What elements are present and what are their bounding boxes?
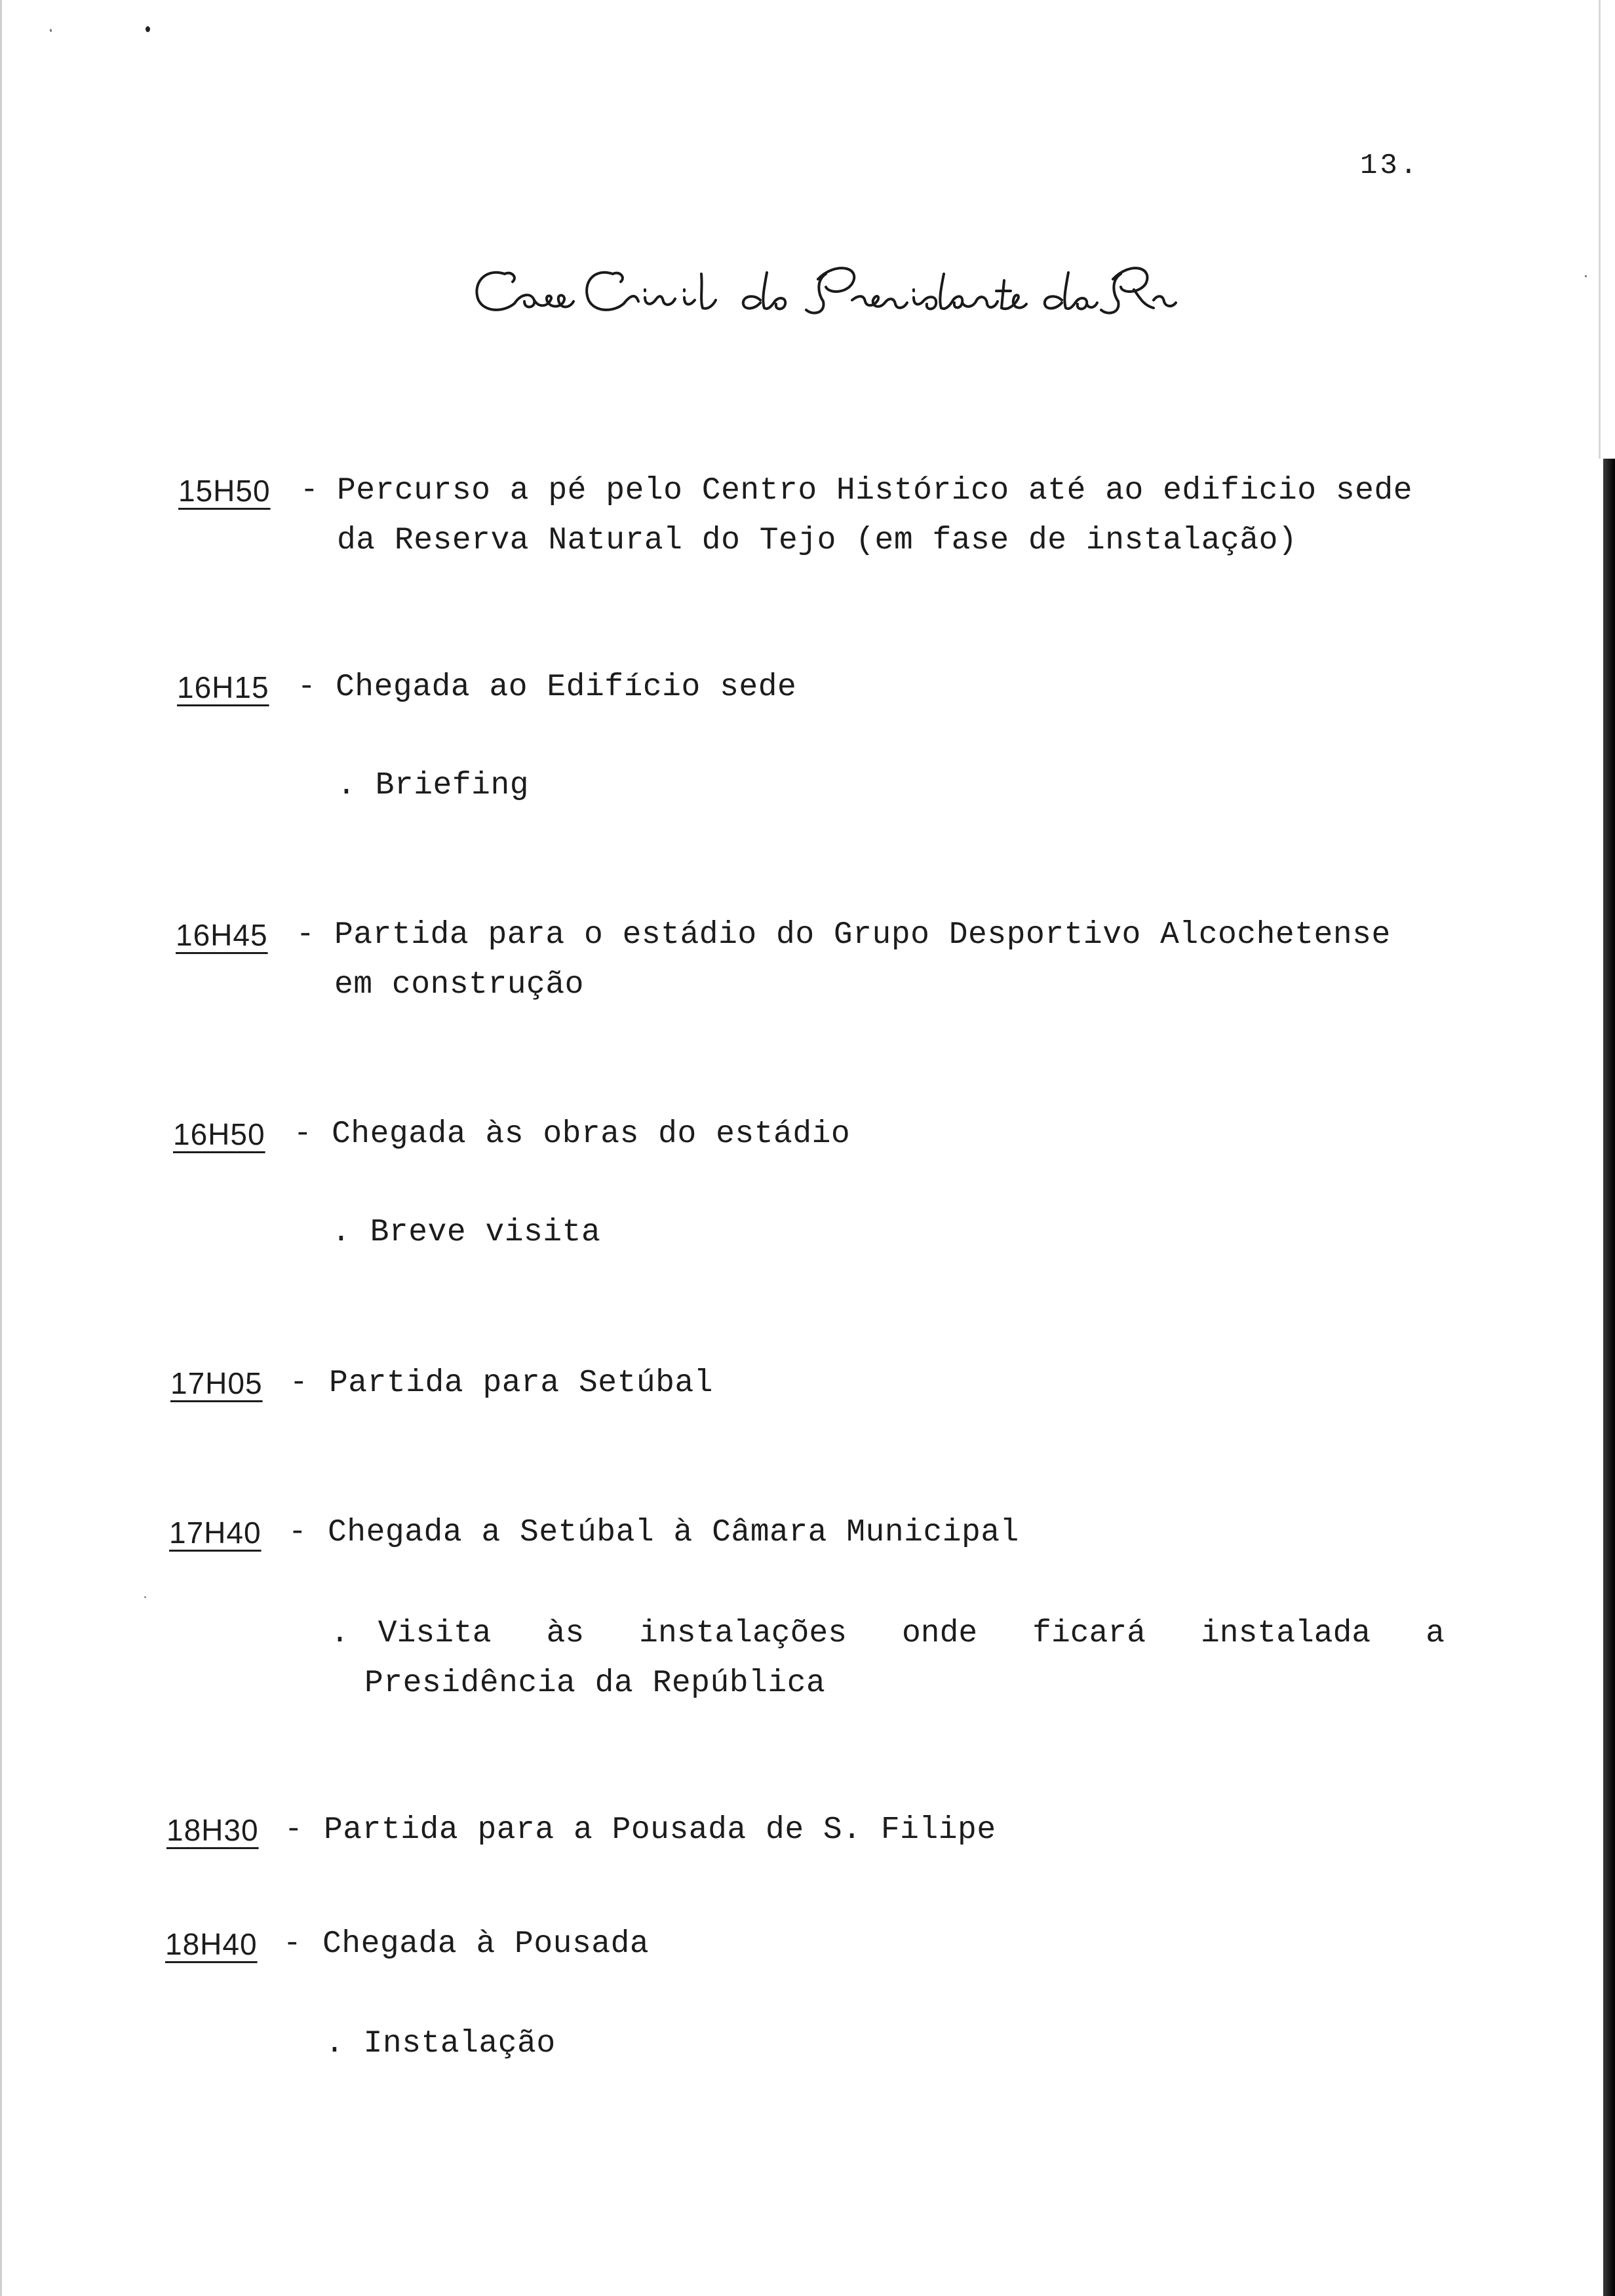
- entry-description: da Reserva Natural do Tejo (em fase de instalação): [337, 523, 1298, 558]
- entry-sub-item: . Instalação: [325, 2026, 556, 2061]
- entry-description: Partida para Setúbal: [329, 1366, 714, 1401]
- entry-time: 18H30: [166, 1813, 259, 1847]
- entry-description: Chegada à Pousada: [322, 1926, 650, 1962]
- entry-description: em construção: [334, 967, 584, 1003]
- page-number: 13.: [1360, 149, 1420, 182]
- entry-time: 16H50: [173, 1117, 265, 1151]
- entry-dash: -: [284, 1812, 303, 1846]
- justified-word: Visita: [378, 1616, 492, 1651]
- scan-edge-left: [0, 0, 2, 2296]
- justified-word: ficará: [1032, 1616, 1146, 1651]
- entry-time: 16H45: [176, 918, 268, 952]
- entry-time: 18H40: [165, 1927, 258, 1961]
- letterhead-script-logo: [459, 248, 1180, 326]
- scan-edge-right: [1603, 459, 1615, 2296]
- entry-description: Percurso a pé pelo Centro Histórico até ao edificio sede: [337, 473, 1413, 508]
- entry-sub-item: . Briefing: [337, 768, 530, 803]
- justified-word: a: [1426, 1616, 1445, 1651]
- entry-dash: -: [294, 1117, 312, 1151]
- entry-sub-item: . Breve visita: [332, 1215, 601, 1250]
- scan-speck: [50, 29, 52, 32]
- justified-word: .: [330, 1616, 349, 1651]
- entry-description: Chegada a Setúbal à Câmara Municipal: [328, 1515, 1019, 1550]
- entry-time: 15H50: [178, 474, 271, 508]
- entry-time: 17H05: [170, 1366, 263, 1400]
- entry-description: Chegada às obras do estádio: [332, 1117, 851, 1152]
- scan-edge-right-thin: [1599, 0, 1601, 459]
- justified-word: onde: [901, 1616, 978, 1651]
- entry-dash: -: [290, 1366, 308, 1400]
- entry-sub-item-justified: [330, 1616, 1445, 1651]
- entry-time: 17H40: [169, 1516, 262, 1550]
- letterhead-script-drawing: [459, 248, 1180, 326]
- scan-speck: [144, 1596, 146, 1598]
- entry-description: Chegada ao Edifício sede: [336, 670, 797, 705]
- entry-dash: -: [296, 917, 315, 951]
- entry-sub-item-continuation: Presidência da República: [364, 1666, 826, 1701]
- scan-speck: [1585, 275, 1587, 277]
- justified-word: instalações: [639, 1616, 847, 1651]
- entry-description: Partida para a Pousada de S. Filipe: [324, 1812, 996, 1848]
- entry-time: 16H15: [177, 670, 269, 704]
- entry-dash: -: [288, 1515, 307, 1549]
- entry-dash: -: [283, 1926, 302, 1961]
- justified-word: às: [546, 1616, 585, 1651]
- entry-description: Partida para o estádio do Grupo Desportivo Alcochetense: [334, 917, 1391, 953]
- scan-speck: [146, 26, 150, 32]
- entry-dash: -: [300, 473, 319, 507]
- justified-word: instalada: [1200, 1616, 1371, 1651]
- entry-dash: -: [298, 670, 316, 704]
